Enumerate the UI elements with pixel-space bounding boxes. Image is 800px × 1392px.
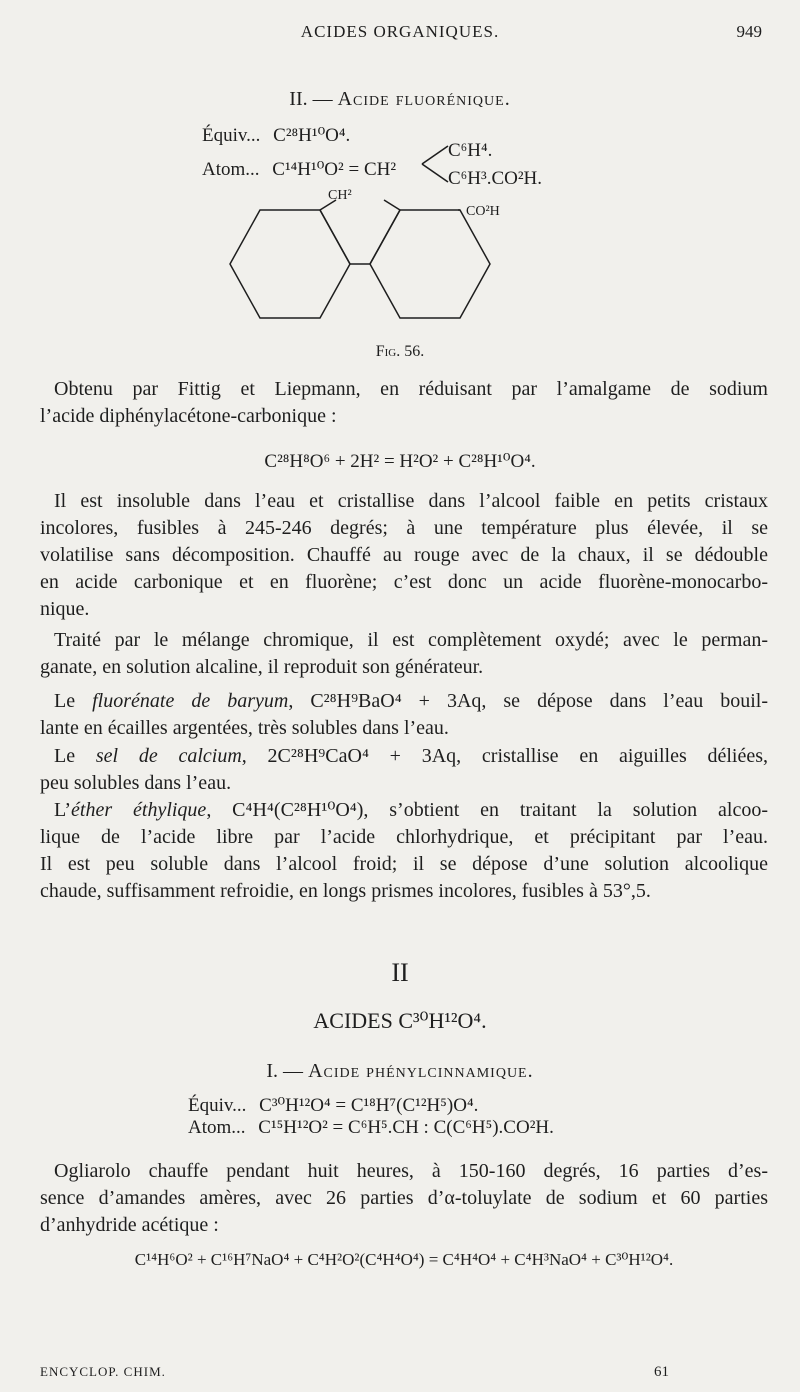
italic-term: éther éthylique <box>71 799 207 821</box>
text-line: Il est peu soluble dans l’alcool froid; il se dépose d’une solution alcoolique <box>40 853 768 875</box>
section-heading-phenylcinnamique <box>0 1060 800 1083</box>
italic-term: sel de calcium <box>95 745 242 767</box>
text-line: ganate, en solution alcaline, il reproduit son générateur. <box>40 656 484 678</box>
figure-label-ch2: CH² <box>328 188 352 203</box>
bond-inner-right <box>370 210 400 264</box>
text-line <box>40 688 768 715</box>
atom-formula: C¹⁵H¹²O² = C⁶H⁵.CH : C(C⁶H⁵).CO²H. <box>258 1117 554 1138</box>
atom-branch-bottom: C⁶H³.CO²H. <box>448 168 543 189</box>
equation-synthesis: C¹⁴H⁶O² + C¹⁶H⁷NaO⁴ + C⁴H²O²(C⁴H⁴O⁴) = C⁴H⁴O⁴ + C⁴H³NaO⁴ + C³⁰H¹²O⁴. <box>134 1250 674 1269</box>
bond-inner-left <box>320 210 350 264</box>
right-benzene-ring <box>370 210 490 318</box>
text-run: L’ <box>54 799 72 821</box>
text-run: , C²⁸H⁹BaO⁴ + 3Aq, se dépose dans l’eau bouil- <box>288 690 768 712</box>
text-line: Traité par le mélange chromique, il est complètement oxydé; avec le perman- <box>54 629 768 651</box>
text-line: peu solubles dans l’eau. <box>40 772 232 794</box>
text-run: Le <box>54 690 93 712</box>
equiv-line <box>202 124 350 147</box>
paragraph-insoluble <box>40 488 768 623</box>
equiv-label: Équiv... <box>202 125 261 146</box>
text-line: incolores, fusibles à 245-246 degrés; à une température plus élevée, il se <box>40 517 768 539</box>
text-line: volatilise sans décomposition. Chauffé au rouge avec de la chaux, il se dédouble <box>40 544 768 566</box>
text-run: Le <box>54 745 96 767</box>
footer-signature: ENCYCLOP. CHIM. <box>40 1364 166 1379</box>
page-number: 949 <box>736 22 762 41</box>
figure-caption: Fig. 56. <box>375 343 425 360</box>
text-run: , 2C²⁸H⁹CaO⁴ + 3Aq, cristallise en aiguilles déliées, <box>241 745 768 767</box>
heading-number: I. — <box>266 1060 309 1082</box>
text-run: , C⁴H⁴(C²⁸H¹⁰O⁴), s’obtient en traitant la solution alcoo- <box>206 799 768 821</box>
paragraph-ogliarolo <box>40 1158 768 1239</box>
atom-formula: C¹⁴H¹⁰O² = CH² <box>272 159 397 180</box>
paragraph-ether <box>40 797 768 905</box>
text-line: Ogliarolo chauffe pendant huit heures, à 150-160 degrés, 16 parties d’es- <box>54 1160 768 1182</box>
text-line <box>40 743 768 770</box>
text-line: nique. <box>40 598 90 620</box>
text-line: lique de l’acide libre par l’acide chlorhydrique, et précipitant par l’eau. <box>40 826 768 848</box>
ring-bonds <box>230 200 490 318</box>
paragraph-chromique <box>40 627 768 681</box>
paragraph-baryum <box>40 688 768 742</box>
italic-term: fluorénate de baryum <box>92 690 289 712</box>
equiv-formula: C³⁰H¹²O⁴ = C¹⁸H⁷(C¹²H⁵)O⁴. <box>259 1095 479 1116</box>
section-roman-numeral: II <box>391 958 409 987</box>
heading-text: Acide fluorénique. <box>337 88 511 110</box>
text-line: sence d’amandes amères, avec 26 parties d’α-toluylate de sodium et 60 parties <box>40 1187 768 1209</box>
left-benzene-ring <box>230 210 350 318</box>
equiv-label: Équiv... <box>188 1095 247 1116</box>
bond-ch2-right <box>384 200 400 210</box>
atom-label: Atom... <box>202 159 260 180</box>
figure-label-co2h: CO²H <box>466 204 500 219</box>
paragraph-obtenu <box>40 376 768 430</box>
section-title-acides: ACIDES C³⁰H¹²O⁴. <box>313 1008 487 1033</box>
heading-number: II. — <box>289 88 338 110</box>
text-line: l’acide diphénylacétone-carbonique : <box>40 405 337 427</box>
atom-line <box>202 158 396 181</box>
text-line: lante en écailles argentées, très solubles dans l’eau. <box>40 717 449 739</box>
text-line <box>40 797 768 824</box>
running-title: ACIDES ORGANIQUES. <box>300 22 500 41</box>
paragraph-calcium <box>40 743 768 797</box>
atom-line-2 <box>188 1117 554 1139</box>
equation-reduction: C²⁸H⁸O⁶ + 2H² = H²O² + C²⁸H¹⁰O⁴. <box>264 451 536 472</box>
text-line: en acide carbonique et en fluorène; c’est donc un acide fluorène-monocarbo- <box>40 571 768 593</box>
text-line: Il est insoluble dans l’eau et cristallise dans l’alcool faible en petits cristaux <box>54 490 768 512</box>
section-heading-fluorenique <box>0 88 800 111</box>
text-line: d’anhydride acétique : <box>40 1214 219 1236</box>
atom-label: Atom... <box>188 1117 246 1138</box>
footer-signature-number: 61 <box>654 1364 669 1380</box>
text-line: chaude, suffisamment refroidie, en longs prismes incolores, fusibles à 53°,5. <box>40 880 651 902</box>
text-line: Obtenu par Fittig et Liepmann, en réduisant par l’amalgame de sodium <box>54 378 768 400</box>
equiv-line-2 <box>188 1094 478 1117</box>
fluorenic-acid-structure-diagram <box>220 192 500 340</box>
equiv-formula: C²⁸H¹⁰O⁴. <box>273 125 351 146</box>
heading-text: Acide phénylcinnamique. <box>308 1060 534 1082</box>
atom-branch-top: C⁶H⁴. <box>448 140 493 161</box>
